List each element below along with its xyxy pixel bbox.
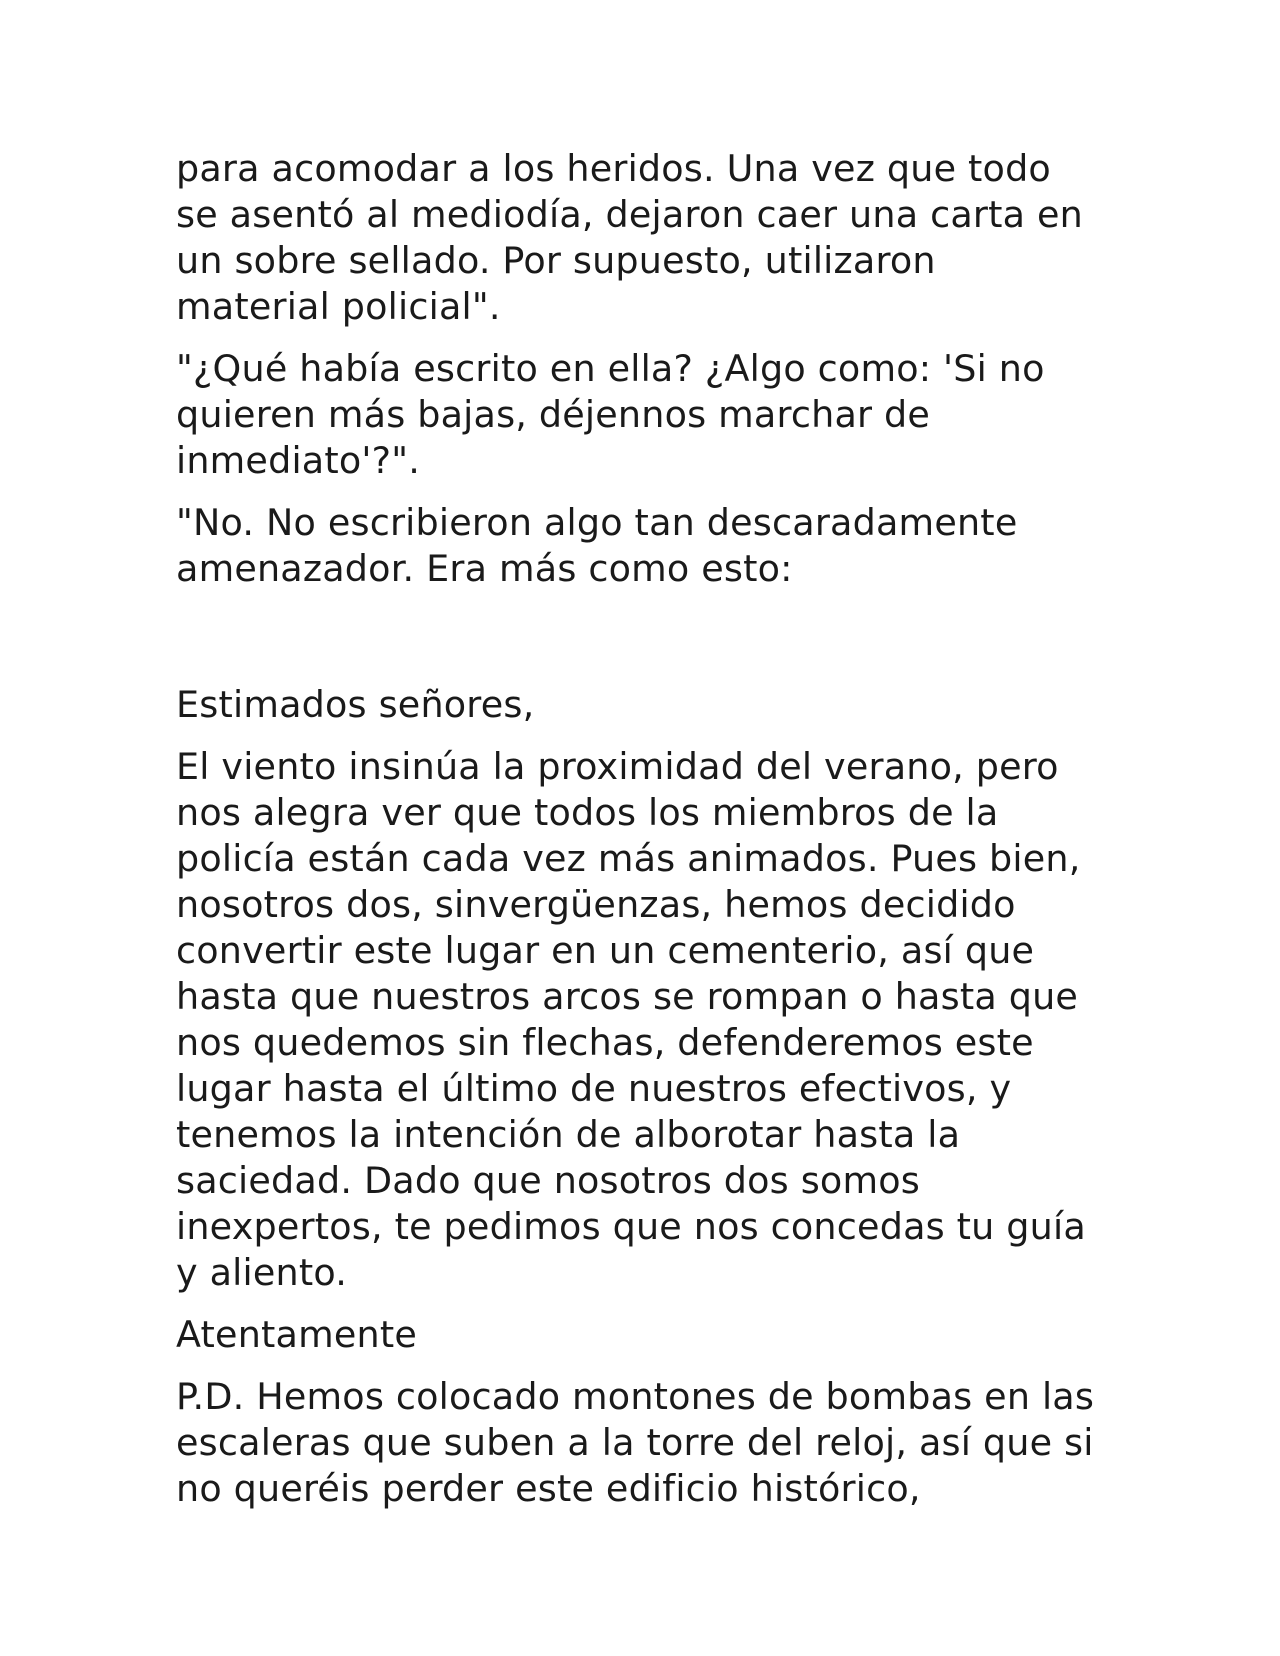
letter-postscript: P.D. Hemos colocado montones de bombas en las escaleras que suben a la torre del reloj, así que si no queréis perder este edificio histórico, [176,1375,1095,1510]
letter-body: El viento insinúa la proximidad del verano, pero nos alegra ver que todos los miembros de la policía están cada vez más animados. Pues bien, nosotros dos, sinvergüenzas, hemos decidido convertir este lugar en un cementerio, así que hasta que nuestros arcos se rompan o hasta que nos quedemos sin flechas, defenderemos este lugar hasta el último de nuestros efectivos, y tenemos la intención de alborotar hasta la saciedad. Dado que nosotros dos somos inexpertos, te pedimos que nos concedas tu guía y aliento. [176,745,1086,1294]
paragraph-3: "No. No escribieron algo tan descaradamente amenazador. Era más como esto: [176,501,1018,590]
letter-salutation: Estimados señores, [176,683,535,726]
document-body [176,146,1096,1528]
paragraph-1: para acomodar a los heridos. Una vez que todo se asentó al mediodía, dejaron caer una carta en un sobre sellado. Por supuesto, utilizaron material policial". [176,147,1083,328]
letter-closing: Atentamente [176,1313,418,1356]
paragraph-2: "¿Qué había escrito en ella? ¿Algo como: 'Si no quieren más bajas, déjennos marchar de inmediato'?". [176,347,1045,482]
